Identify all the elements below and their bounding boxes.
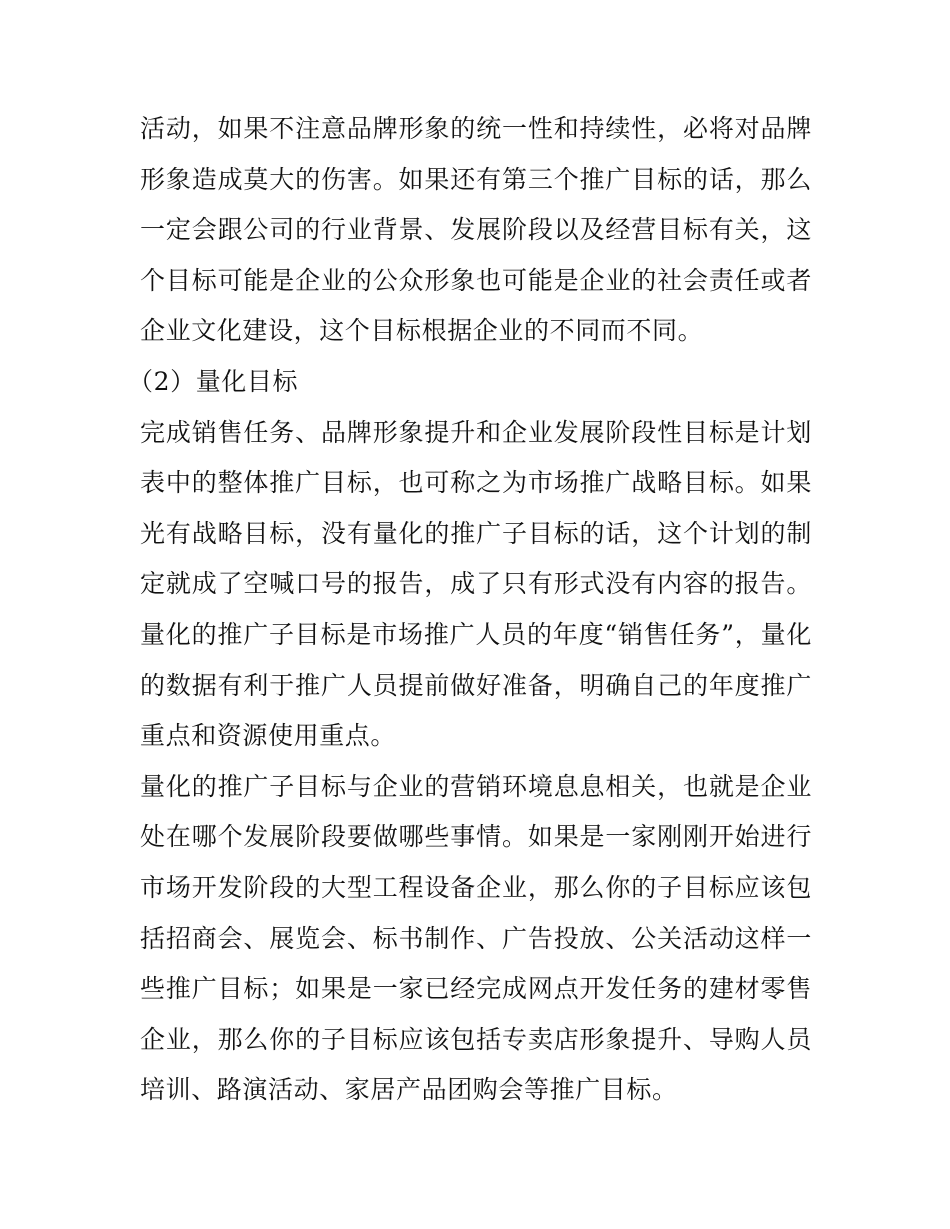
paragraph-brand-image: 活动，如果不注意品牌形象的统一性和持续性，必将对品牌形象造成莫大的伤害。如果还有第三个推广目标的话，那么一定会跟公司的行业背景、发展阶段以及经营目标有关，这个目标可能是企业的公众形象也可能是企业的社会责任或者企业文化建设，这个目标根据企业的不同而不同。 (140, 114, 812, 346)
document-body (128, 104, 812, 1116)
paragraph-sub-goals: 量化的推广子目标与企业的营销环境息息相关，也就是企业处在哪个发展阶段要做哪些事情。如果是一家刚刚开始进行市场开发阶段的大型工程设备企业，那么你的子目标应该包括招商会、展览会、标书制作、广告投放、公关活动这样一些推广目标；如果是一家已经完成网点开发任务的建材零售企业，那么你的子目标应该包括专卖店形象提升、导购人员培训、路演活动、家居产品团购会等推广目标。 (140, 771, 812, 1105)
section-heading: （2）量化目标 (128, 366, 299, 396)
paragraph-overall-goals: 完成销售任务、品牌形象提升和企业发展阶段性目标是计划表中的整体推广目标，也可称之为市场推广战略目标。如果光有战略目标，没有量化的推广子目标的话，这个计划的制定就成了空喊口号的报告，成了只有形式没有内容的报告。量化的推广子目标是市场推广人员的年度“销售任务”，量化的数据有利于推广人员提前做好准备，明确自己的年度推广重点和资源使用重点。 (140, 417, 812, 751)
